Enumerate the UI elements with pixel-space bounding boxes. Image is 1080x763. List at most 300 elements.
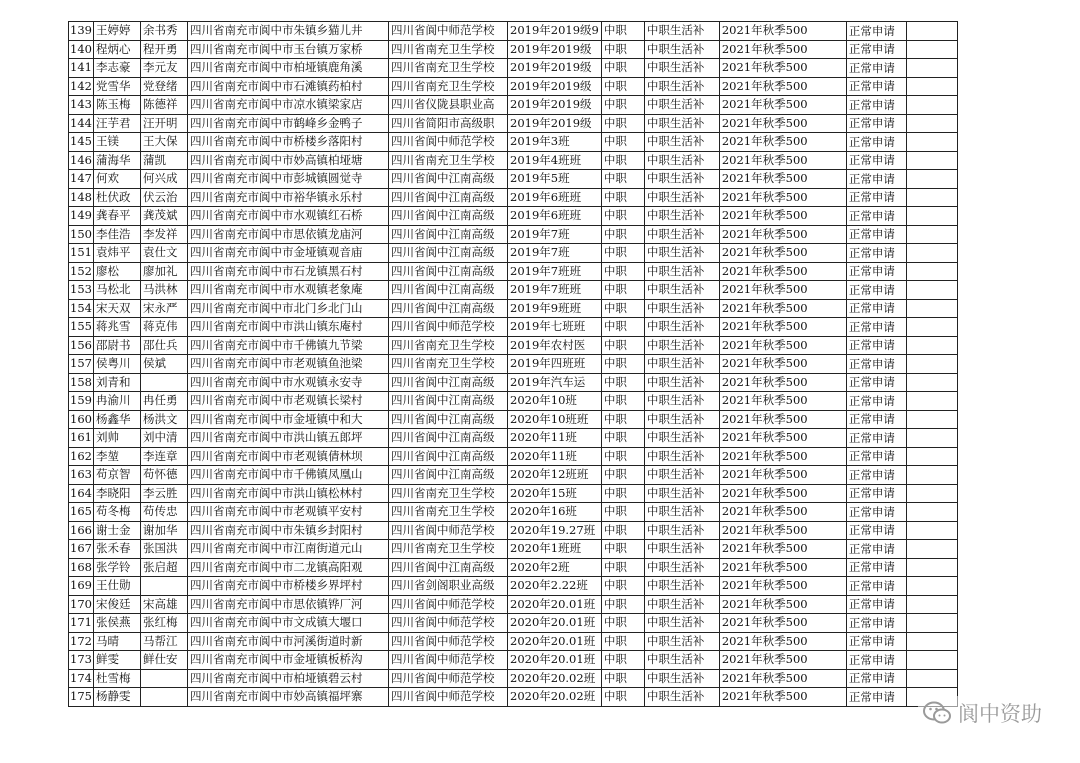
row-number-cell: 166 bbox=[69, 521, 94, 540]
guardian-name-cell: 宋高雄 bbox=[141, 595, 188, 614]
grade-class-cell: 2019年2019级 bbox=[508, 59, 602, 78]
row-number-cell: 146 bbox=[69, 151, 94, 170]
row-number-cell: 160 bbox=[69, 410, 94, 429]
student-name-cell: 张禾春 bbox=[94, 540, 141, 559]
subsidy-type-cell: 中职生活补 bbox=[644, 77, 719, 96]
student-name-cell: 杨鑫华 bbox=[94, 410, 141, 429]
row-number-cell: 151 bbox=[69, 244, 94, 263]
application-status-cell: 正常申请 bbox=[846, 392, 906, 411]
school-name-cell: 四川省阆中江南高级 bbox=[389, 392, 508, 411]
row-number-cell: 153 bbox=[69, 281, 94, 300]
student-name-cell: 刘帅 bbox=[94, 429, 141, 448]
school-name-cell: 四川省剑阁职业高级 bbox=[389, 577, 508, 596]
table-row bbox=[69, 77, 958, 96]
school-name-cell: 四川省阆中江南高级 bbox=[389, 281, 508, 300]
school-name-cell: 四川省阆中江南高级 bbox=[389, 170, 508, 189]
home-address-cell: 四川省南充市阆中市千佛镇凤凰山 bbox=[188, 466, 389, 485]
education-level-cell: 中职 bbox=[601, 355, 644, 374]
remark-cell bbox=[906, 410, 957, 429]
school-name-cell: 四川省阆中师范学校 bbox=[389, 521, 508, 540]
grade-class-cell: 2019年四班班 bbox=[508, 355, 602, 374]
student-name-cell: 鲜雯 bbox=[94, 651, 141, 670]
education-level-cell: 中职 bbox=[601, 447, 644, 466]
subsidy-type-cell: 中职生活补 bbox=[644, 151, 719, 170]
student-name-cell: 龚春平 bbox=[94, 207, 141, 226]
student-name-cell: 李佳浩 bbox=[94, 225, 141, 244]
semester-amount-cell: 2021年秋季500 bbox=[719, 466, 846, 485]
subsidy-type-cell: 中职生活补 bbox=[644, 59, 719, 78]
row-number-cell: 158 bbox=[69, 373, 94, 392]
semester-amount-cell: 2021年秋季500 bbox=[719, 170, 846, 189]
application-status-cell: 正常申请 bbox=[846, 151, 906, 170]
row-number-cell: 173 bbox=[69, 651, 94, 670]
row-number-cell: 149 bbox=[69, 207, 94, 226]
subsidy-type-cell: 中职生活补 bbox=[644, 410, 719, 429]
student-name-cell: 杜伏政 bbox=[94, 188, 141, 207]
school-name-cell: 四川省南充卫生学校 bbox=[389, 77, 508, 96]
guardian-name-cell: 侯斌 bbox=[141, 355, 188, 374]
education-level-cell: 中职 bbox=[601, 281, 644, 300]
student-name-cell: 苟冬梅 bbox=[94, 503, 141, 522]
education-level-cell: 中职 bbox=[601, 688, 644, 707]
semester-amount-cell: 2021年秋季500 bbox=[719, 188, 846, 207]
application-status-cell: 正常申请 bbox=[846, 632, 906, 651]
application-status-cell: 正常申请 bbox=[846, 262, 906, 281]
education-level-cell: 中职 bbox=[601, 429, 644, 448]
guardian-name-cell: 宋永严 bbox=[141, 299, 188, 318]
guardian-name-cell: 廖加礼 bbox=[141, 262, 188, 281]
application-status-cell: 正常申请 bbox=[846, 429, 906, 448]
application-status-cell: 正常申请 bbox=[846, 558, 906, 577]
subsidy-type-cell: 中职生活补 bbox=[644, 392, 719, 411]
row-number-cell: 162 bbox=[69, 447, 94, 466]
home-address-cell: 四川省南充市阆中市柏垭镇鹿角溪 bbox=[188, 59, 389, 78]
remark-cell bbox=[906, 299, 957, 318]
table-row bbox=[69, 669, 958, 688]
remark-cell bbox=[906, 651, 957, 670]
remark-cell bbox=[906, 114, 957, 133]
student-name-cell: 陈玉梅 bbox=[94, 96, 141, 115]
subsidy-type-cell: 中职生活补 bbox=[644, 447, 719, 466]
application-status-cell: 正常申请 bbox=[846, 114, 906, 133]
semester-amount-cell: 2021年秋季500 bbox=[719, 484, 846, 503]
guardian-name-cell: 杨洪文 bbox=[141, 410, 188, 429]
guardian-name-cell: 马洪林 bbox=[141, 281, 188, 300]
grade-class-cell: 2020年15班 bbox=[508, 484, 602, 503]
school-name-cell: 四川省阆中江南高级 bbox=[389, 188, 508, 207]
student-name-cell: 李志豪 bbox=[94, 59, 141, 78]
table-row bbox=[69, 59, 958, 78]
grade-class-cell: 2020年20.01班 bbox=[508, 651, 602, 670]
student-name-cell: 杜雪梅 bbox=[94, 669, 141, 688]
student-name-cell: 李晓阳 bbox=[94, 484, 141, 503]
row-number-cell: 148 bbox=[69, 188, 94, 207]
semester-amount-cell: 2021年秋季500 bbox=[719, 669, 846, 688]
table-row bbox=[69, 521, 958, 540]
school-name-cell: 四川省阆中师范学校 bbox=[389, 22, 508, 41]
grade-class-cell: 2020年2班 bbox=[508, 558, 602, 577]
school-name-cell: 四川省南充卫生学校 bbox=[389, 540, 508, 559]
grade-class-cell: 2020年1班班 bbox=[508, 540, 602, 559]
grade-class-cell: 2020年16班 bbox=[508, 503, 602, 522]
guardian-name-cell: 李元友 bbox=[141, 59, 188, 78]
student-name-cell: 谢士金 bbox=[94, 521, 141, 540]
home-address-cell: 四川省南充市阆中市桥楼乡落阳村 bbox=[188, 133, 389, 152]
home-address-cell: 四川省南充市阆中市思依镇铧厂河 bbox=[188, 595, 389, 614]
guardian-name-cell bbox=[141, 669, 188, 688]
student-name-cell: 苟京智 bbox=[94, 466, 141, 485]
home-address-cell: 四川省南充市阆中市江南街道元山 bbox=[188, 540, 389, 559]
subsidy-type-cell: 中职生活补 bbox=[644, 22, 719, 41]
home-address-cell: 四川省南充市阆中市桥楼乡界坪村 bbox=[188, 577, 389, 596]
home-address-cell: 四川省南充市阆中市水观镇永安寺 bbox=[188, 373, 389, 392]
table-row bbox=[69, 40, 958, 59]
semester-amount-cell: 2021年秋季500 bbox=[719, 114, 846, 133]
table-row bbox=[69, 299, 958, 318]
table-row bbox=[69, 22, 958, 41]
table-row bbox=[69, 96, 958, 115]
education-level-cell: 中职 bbox=[601, 59, 644, 78]
remark-cell bbox=[906, 96, 957, 115]
remark-cell bbox=[906, 595, 957, 614]
subsidy-type-cell: 中职生活补 bbox=[644, 466, 719, 485]
education-level-cell: 中职 bbox=[601, 336, 644, 355]
remark-cell bbox=[906, 262, 957, 281]
school-name-cell: 四川省阆中师范学校 bbox=[389, 688, 508, 707]
guardian-name-cell: 张红梅 bbox=[141, 614, 188, 633]
education-level-cell: 中职 bbox=[601, 188, 644, 207]
school-name-cell: 四川省阆中师范学校 bbox=[389, 614, 508, 633]
table-row bbox=[69, 577, 958, 596]
guardian-name-cell bbox=[141, 577, 188, 596]
table-row bbox=[69, 503, 958, 522]
semester-amount-cell: 2021年秋季500 bbox=[719, 503, 846, 522]
home-address-cell: 四川省南充市阆中市二龙镇高阳观 bbox=[188, 558, 389, 577]
guardian-name-cell: 谢加华 bbox=[141, 521, 188, 540]
table-row bbox=[69, 558, 958, 577]
table-row bbox=[69, 225, 958, 244]
home-address-cell: 四川省南充市阆中市老观镇长梁村 bbox=[188, 392, 389, 411]
school-name-cell: 四川省阆中江南高级 bbox=[389, 262, 508, 281]
application-status-cell: 正常申请 bbox=[846, 466, 906, 485]
subsidy-type-cell: 中职生活补 bbox=[644, 133, 719, 152]
student-name-cell: 马晴 bbox=[94, 632, 141, 651]
table-row bbox=[69, 281, 958, 300]
home-address-cell: 四川省南充市阆中市水观镇老象庵 bbox=[188, 281, 389, 300]
semester-amount-cell: 2021年秋季500 bbox=[719, 614, 846, 633]
table-row bbox=[69, 392, 958, 411]
subsidy-type-cell: 中职生活补 bbox=[644, 207, 719, 226]
table-row bbox=[69, 355, 958, 374]
application-status-cell: 正常申请 bbox=[846, 373, 906, 392]
row-number-cell: 157 bbox=[69, 355, 94, 374]
row-number-cell: 143 bbox=[69, 96, 94, 115]
semester-amount-cell: 2021年秋季500 bbox=[719, 40, 846, 59]
table-row bbox=[69, 632, 958, 651]
table-row bbox=[69, 595, 958, 614]
home-address-cell: 四川省南充市阆中市石滩镇药柏村 bbox=[188, 77, 389, 96]
home-address-cell: 四川省南充市阆中市凉水镇梁家店 bbox=[188, 96, 389, 115]
row-number-cell: 169 bbox=[69, 577, 94, 596]
semester-amount-cell: 2021年秋季500 bbox=[719, 262, 846, 281]
subsidy-type-cell: 中职生活补 bbox=[644, 521, 719, 540]
remark-cell bbox=[906, 355, 957, 374]
education-level-cell: 中职 bbox=[601, 207, 644, 226]
row-number-cell: 142 bbox=[69, 77, 94, 96]
subsidy-type-cell: 中职生活补 bbox=[644, 558, 719, 577]
semester-amount-cell: 2021年秋季500 bbox=[719, 281, 846, 300]
row-number-cell: 165 bbox=[69, 503, 94, 522]
application-status-cell: 正常申请 bbox=[846, 355, 906, 374]
guardian-name-cell: 李云胜 bbox=[141, 484, 188, 503]
remark-cell bbox=[906, 281, 957, 300]
grade-class-cell: 2019年汽车运 bbox=[508, 373, 602, 392]
application-status-cell: 正常申请 bbox=[846, 133, 906, 152]
row-number-cell: 163 bbox=[69, 466, 94, 485]
remark-cell bbox=[906, 151, 957, 170]
grade-class-cell: 2019年7班班 bbox=[508, 281, 602, 300]
guardian-name-cell: 邵仕兵 bbox=[141, 336, 188, 355]
remark-cell bbox=[906, 466, 957, 485]
application-status-cell: 正常申请 bbox=[846, 651, 906, 670]
grade-class-cell: 2020年20.02班 bbox=[508, 669, 602, 688]
grade-class-cell: 2019年4班班 bbox=[508, 151, 602, 170]
semester-amount-cell: 2021年秋季500 bbox=[719, 96, 846, 115]
semester-amount-cell: 2021年秋季500 bbox=[719, 355, 846, 374]
subsidy-type-cell: 中职生活补 bbox=[644, 688, 719, 707]
guardian-name-cell: 鲜仕安 bbox=[141, 651, 188, 670]
guardian-name-cell: 龚茂斌 bbox=[141, 207, 188, 226]
semester-amount-cell: 2021年秋季500 bbox=[719, 59, 846, 78]
subsidy-type-cell: 中职生活补 bbox=[644, 355, 719, 374]
home-address-cell: 四川省南充市阆中市洪山镇五郎坪 bbox=[188, 429, 389, 448]
remark-cell bbox=[906, 540, 957, 559]
grade-class-cell: 2020年10班 bbox=[508, 392, 602, 411]
school-name-cell: 四川省南充卫生学校 bbox=[389, 336, 508, 355]
education-level-cell: 中职 bbox=[601, 170, 644, 189]
guardian-name-cell: 余书秀 bbox=[141, 22, 188, 41]
education-level-cell: 中职 bbox=[601, 410, 644, 429]
grade-class-cell: 2019年5班 bbox=[508, 170, 602, 189]
remark-cell bbox=[906, 447, 957, 466]
application-status-cell: 正常申请 bbox=[846, 669, 906, 688]
subsidy-table bbox=[68, 21, 958, 707]
row-number-cell: 170 bbox=[69, 595, 94, 614]
remark-cell bbox=[906, 77, 957, 96]
student-name-cell: 廖松 bbox=[94, 262, 141, 281]
grade-class-cell: 2019年农村医 bbox=[508, 336, 602, 355]
school-name-cell: 四川省阆中江南高级 bbox=[389, 410, 508, 429]
row-number-cell: 168 bbox=[69, 558, 94, 577]
subsidy-type-cell: 中职生活补 bbox=[644, 503, 719, 522]
semester-amount-cell: 2021年秋季500 bbox=[719, 558, 846, 577]
home-address-cell: 四川省南充市阆中市石龙镇黑石村 bbox=[188, 262, 389, 281]
home-address-cell: 四川省南充市阆中市老观镇平安村 bbox=[188, 503, 389, 522]
subsidy-type-cell: 中职生活补 bbox=[644, 281, 719, 300]
application-status-cell: 正常申请 bbox=[846, 170, 906, 189]
home-address-cell: 四川省南充市阆中市裕华镇永乐村 bbox=[188, 188, 389, 207]
student-name-cell: 张学铃 bbox=[94, 558, 141, 577]
semester-amount-cell: 2021年秋季500 bbox=[719, 632, 846, 651]
school-name-cell: 四川省阆中江南高级 bbox=[389, 447, 508, 466]
school-name-cell: 四川省阆中师范学校 bbox=[389, 651, 508, 670]
grade-class-cell: 2019年6班班 bbox=[508, 188, 602, 207]
student-name-cell: 袁炜平 bbox=[94, 244, 141, 263]
subsidy-type-cell: 中职生活补 bbox=[644, 651, 719, 670]
education-level-cell: 中职 bbox=[601, 466, 644, 485]
subsidy-type-cell: 中职生活补 bbox=[644, 114, 719, 133]
school-name-cell: 四川省南充卫生学校 bbox=[389, 503, 508, 522]
education-level-cell: 中职 bbox=[601, 484, 644, 503]
school-name-cell: 四川省阆中江南高级 bbox=[389, 244, 508, 263]
semester-amount-cell: 2021年秋季500 bbox=[719, 595, 846, 614]
subsidy-type-cell: 中职生活补 bbox=[644, 373, 719, 392]
education-level-cell: 中职 bbox=[601, 503, 644, 522]
semester-amount-cell: 2021年秋季500 bbox=[719, 133, 846, 152]
education-level-cell: 中职 bbox=[601, 318, 644, 337]
home-address-cell: 四川省南充市阆中市老观镇倩林坝 bbox=[188, 447, 389, 466]
school-name-cell: 四川省阆中江南高级 bbox=[389, 225, 508, 244]
remark-cell bbox=[906, 484, 957, 503]
semester-amount-cell: 2021年秋季500 bbox=[719, 207, 846, 226]
grade-class-cell: 2020年20.01班 bbox=[508, 614, 602, 633]
semester-amount-cell: 2021年秋季500 bbox=[719, 318, 846, 337]
school-name-cell: 四川省南充卫生学校 bbox=[389, 355, 508, 374]
home-address-cell: 四川省南充市阆中市朱镇乡封阳村 bbox=[188, 521, 389, 540]
student-name-cell: 何欢 bbox=[94, 170, 141, 189]
guardian-name-cell: 伏云治 bbox=[141, 188, 188, 207]
guardian-name-cell: 马帮江 bbox=[141, 632, 188, 651]
school-name-cell: 四川省南充卫生学校 bbox=[389, 151, 508, 170]
semester-amount-cell: 2021年秋季500 bbox=[719, 77, 846, 96]
remark-cell bbox=[906, 632, 957, 651]
home-address-cell: 四川省南充市阆中市柏垭镇碧云村 bbox=[188, 669, 389, 688]
home-address-cell: 四川省南充市阆中市思依镇龙庙河 bbox=[188, 225, 389, 244]
home-address-cell: 四川省南充市阆中市千佛镇九节梁 bbox=[188, 336, 389, 355]
home-address-cell: 四川省南充市阆中市金垭镇中和大 bbox=[188, 410, 389, 429]
grade-class-cell: 2019年7班 bbox=[508, 225, 602, 244]
subsidy-type-cell: 中职生活补 bbox=[644, 188, 719, 207]
home-address-cell: 四川省南充市阆中市洪山镇东庵村 bbox=[188, 318, 389, 337]
grade-class-cell: 2020年12班班 bbox=[508, 466, 602, 485]
application-status-cell: 正常申请 bbox=[846, 521, 906, 540]
guardian-name-cell: 蒲凯 bbox=[141, 151, 188, 170]
student-name-cell: 张侯燕 bbox=[94, 614, 141, 633]
subsidy-type-cell: 中职生活补 bbox=[644, 262, 719, 281]
application-status-cell: 正常申请 bbox=[846, 484, 906, 503]
student-name-cell: 党雪华 bbox=[94, 77, 141, 96]
guardian-name-cell: 李连章 bbox=[141, 447, 188, 466]
guardian-name-cell: 蒋克伟 bbox=[141, 318, 188, 337]
guardian-name-cell: 张国洪 bbox=[141, 540, 188, 559]
grade-class-cell: 2019年9班班 bbox=[508, 299, 602, 318]
row-number-cell: 145 bbox=[69, 133, 94, 152]
guardian-name-cell: 冉任勇 bbox=[141, 392, 188, 411]
school-name-cell: 四川省阆中江南高级 bbox=[389, 373, 508, 392]
grade-class-cell: 2020年11班 bbox=[508, 447, 602, 466]
table-row bbox=[69, 262, 958, 281]
student-name-cell: 邵尉书 bbox=[94, 336, 141, 355]
row-number-cell: 174 bbox=[69, 669, 94, 688]
application-status-cell: 正常申请 bbox=[846, 22, 906, 41]
application-status-cell: 正常申请 bbox=[846, 281, 906, 300]
row-number-cell: 140 bbox=[69, 40, 94, 59]
remark-cell bbox=[906, 669, 957, 688]
subsidy-type-cell: 中职生活补 bbox=[644, 40, 719, 59]
education-level-cell: 中职 bbox=[601, 40, 644, 59]
education-level-cell: 中职 bbox=[601, 22, 644, 41]
row-number-cell: 161 bbox=[69, 429, 94, 448]
remark-cell bbox=[906, 244, 957, 263]
table-row bbox=[69, 244, 958, 263]
grade-class-cell: 2019年3班 bbox=[508, 133, 602, 152]
application-status-cell: 正常申请 bbox=[846, 577, 906, 596]
subsidy-type-cell: 中职生活补 bbox=[644, 540, 719, 559]
table-row bbox=[69, 318, 958, 337]
home-address-cell: 四川省南充市阆中市妙高镇福坪寨 bbox=[188, 688, 389, 707]
semester-amount-cell: 2021年秋季500 bbox=[719, 410, 846, 429]
grade-class-cell: 2020年10班班 bbox=[508, 410, 602, 429]
grade-class-cell: 2019年6班班 bbox=[508, 207, 602, 226]
home-address-cell: 四川省南充市阆中市洪山镇松林村 bbox=[188, 484, 389, 503]
semester-amount-cell: 2021年秋季500 bbox=[719, 22, 846, 41]
application-status-cell: 正常申请 bbox=[846, 96, 906, 115]
education-level-cell: 中职 bbox=[601, 669, 644, 688]
guardian-name-cell bbox=[141, 688, 188, 707]
education-level-cell: 中职 bbox=[601, 632, 644, 651]
school-name-cell: 四川省阆中师范学校 bbox=[389, 133, 508, 152]
application-status-cell: 正常申请 bbox=[846, 59, 906, 78]
education-level-cell: 中职 bbox=[601, 225, 644, 244]
grade-class-cell: 2019年2019级 bbox=[508, 114, 602, 133]
education-level-cell: 中职 bbox=[601, 614, 644, 633]
home-address-cell: 四川省南充市阆中市金垭镇板桥沟 bbox=[188, 651, 389, 670]
subsidy-type-cell: 中职生活补 bbox=[644, 336, 719, 355]
remark-cell bbox=[906, 22, 957, 41]
semester-amount-cell: 2021年秋季500 bbox=[719, 373, 846, 392]
home-address-cell: 四川省南充市阆中市北门乡北门山 bbox=[188, 299, 389, 318]
student-name-cell: 王婷婷 bbox=[94, 22, 141, 41]
table-row bbox=[69, 429, 958, 448]
grade-class-cell: 2019年2019级 bbox=[508, 40, 602, 59]
table-row bbox=[69, 410, 958, 429]
home-address-cell: 四川省南充市阆中市鹤峰乡金鸭子 bbox=[188, 114, 389, 133]
remark-cell bbox=[906, 59, 957, 78]
subsidy-type-cell: 中职生活补 bbox=[644, 595, 719, 614]
remark-cell bbox=[906, 503, 957, 522]
semester-amount-cell: 2021年秋季500 bbox=[719, 392, 846, 411]
table-row bbox=[69, 151, 958, 170]
application-status-cell: 正常申请 bbox=[846, 77, 906, 96]
application-status-cell: 正常申请 bbox=[846, 188, 906, 207]
grade-class-cell: 2020年20.01班 bbox=[508, 632, 602, 651]
school-name-cell: 四川省南充卫生学校 bbox=[389, 40, 508, 59]
remark-cell bbox=[906, 336, 957, 355]
table-row bbox=[69, 133, 958, 152]
education-level-cell: 中职 bbox=[601, 577, 644, 596]
home-address-cell: 四川省南充市阆中市金垭镇观音庙 bbox=[188, 244, 389, 263]
school-name-cell: 四川省阆中江南高级 bbox=[389, 207, 508, 226]
guardian-name-cell: 刘中清 bbox=[141, 429, 188, 448]
application-status-cell: 正常申请 bbox=[846, 503, 906, 522]
subsidy-type-cell: 中职生活补 bbox=[644, 614, 719, 633]
education-level-cell: 中职 bbox=[601, 558, 644, 577]
semester-amount-cell: 2021年秋季500 bbox=[719, 577, 846, 596]
school-name-cell: 四川省阆中师范学校 bbox=[389, 595, 508, 614]
watermark bbox=[918, 696, 1046, 730]
remark-cell bbox=[906, 188, 957, 207]
education-level-cell: 中职 bbox=[601, 373, 644, 392]
